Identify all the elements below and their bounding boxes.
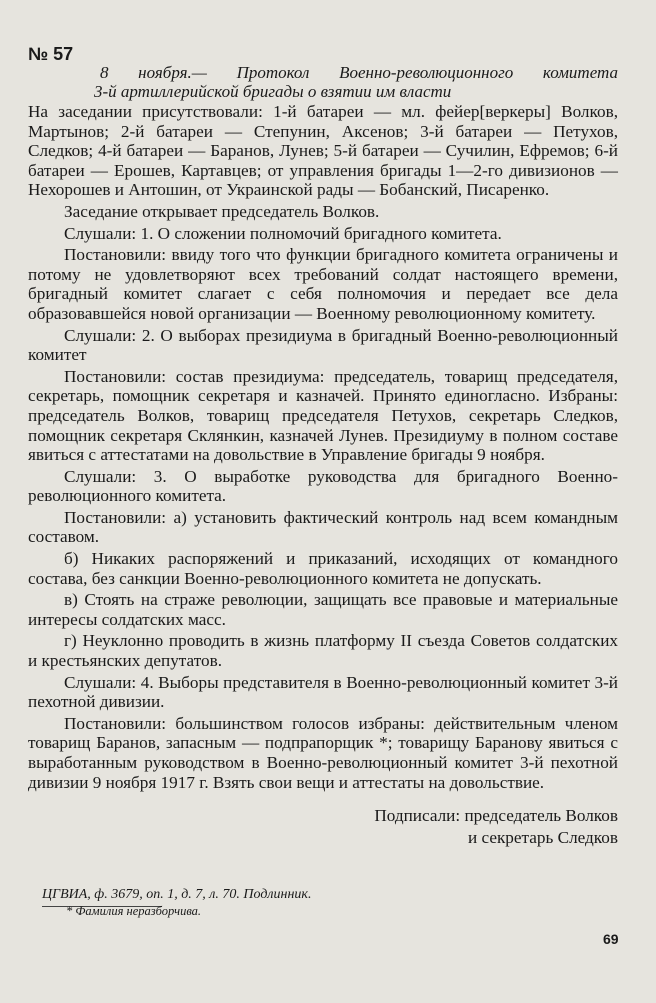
- paragraph: Постановили: а) установить фактический контроль над всем командным составом.: [28, 507, 618, 547]
- signature-line-2: и секретарь Следков: [468, 827, 618, 847]
- paragraph: Слушали: 1. О сложении полномочий бригадного комитета.: [64, 223, 502, 243]
- paragraph: Слушали: 3. О выработке руководства для бригадного Военно-революционного комитета.: [28, 466, 618, 506]
- document-heading: [94, 63, 618, 101]
- document-body: [28, 102, 618, 849]
- paragraph: в) Стоять на страже революции, защищать все правовые и материальные интересы солдатских масс.: [28, 590, 618, 629]
- paragraph: Постановили: ввиду того что функции бригадного комитета ограничены и потому не удовлетворяют всех требований солдат настоящего времени, бригадный комитет слагает с себя полномочия и передает все дела образовавшейся новой организации — Военному революционному комитету.: [28, 245, 618, 323]
- page-number: 69: [603, 931, 619, 947]
- paragraph: б) Никаких распоряжений и приказаний, исходящих от командного состава, без санкции Военно-революционного комитета не допускать.: [28, 549, 618, 588]
- footnote: * Фамилия неразборчива.: [66, 904, 202, 918]
- heading-line-1: 8 ноября.— Протокол Военно-революционного комитета: [100, 63, 618, 82]
- paragraph: г) Неуклонно проводить в жизнь платформу II съезда Советов солдатских и крестьянских депутатов.: [28, 631, 618, 671]
- heading-line-2: 3-й артиллерийской бригады о взятии им власти: [94, 82, 452, 101]
- document-number: № 57: [28, 44, 74, 64]
- signature-line-1: Подписали: председатель Волков: [374, 806, 618, 826]
- paragraph: Слушали: 2. О выборах президиума в бригадный Военно-революционный комитет: [28, 325, 618, 365]
- paragraph: Заседание открывает председатель Волков.: [64, 201, 380, 221]
- paragraph: Слушали: 4. Выборы представителя в Военно-революционный комитет 3-й пехотной дивизии.: [28, 672, 618, 712]
- paragraph: Постановили: состав президиума: председатель, товарищ председателя, секретарь, помощник секретаря и казначей. Принято единогласно. Избраны: председатель Волков, товарищ председателя Петухов, секретарь Следков, помощник секретаря Склянкин, казначей Лунев. Президиуму в полном составе явиться с аттестатами на довольствие в Управление бригады 9 ноября.: [28, 366, 618, 465]
- paragraph: Постановили: большинством голосов избраны: действительным членом товарищ Баранов, запасным — подпрапорщик *; товарищу Баранову явиться с выработанным руководством в Военно-революционный комитет 3-й пехотной дивизии 9 ноября 1917 г. Взять свои вещи и аттестаты на довольствие.: [28, 713, 618, 792]
- archive-source: ЦГВИА, ф. 3679, оп. 1, д. 7, л. 70. Подлинник.: [42, 887, 312, 902]
- attendance-paragraph: На заседании присутствовали: 1-й батареи — мл. фейер[веркеры] Волков, Мартынов; 2-й батареи — Степунин, Аксенов; 3-й батареи — Петухов, Следков; 4-й батареи — Баранов, Лунев; 5-й батареи — Сучилин, Ефремов; 6-й батареи — Ерошев, Картавцев; от управления бригады 1—2-го дивизионов — Нехорошев и Антошин, от Украинской рады — Бобанский, Писаренко.: [28, 102, 618, 200]
